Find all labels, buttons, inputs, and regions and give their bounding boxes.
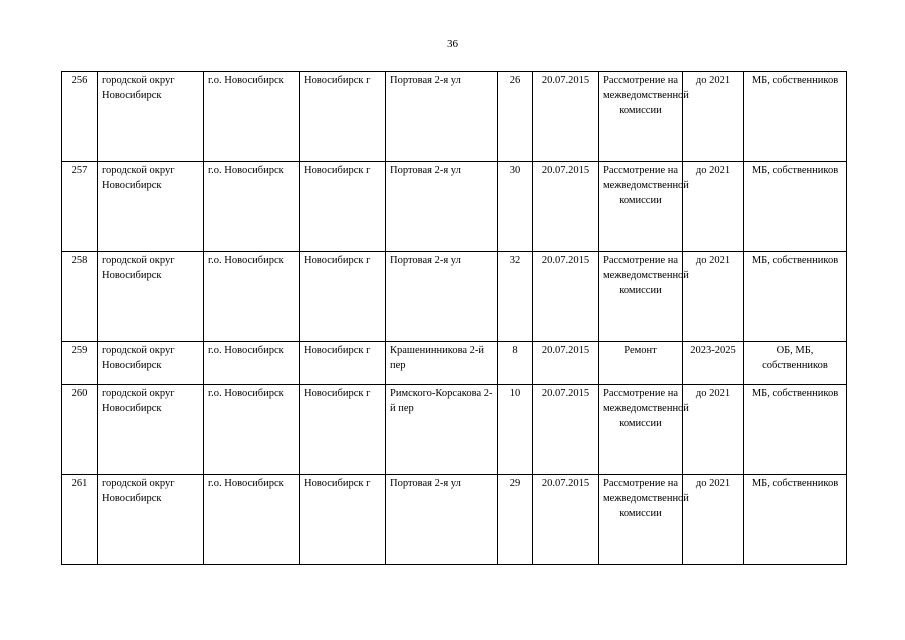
action-cell: Рассмотрение на межведомственной комиссии <box>599 72 683 162</box>
house-cell: 30 <box>498 162 533 252</box>
row-number: 261 <box>62 475 98 565</box>
street-cell: Портовая 2-я ул <box>386 162 498 252</box>
funding-cell: МБ, собственников <box>744 162 847 252</box>
street-cell: Римского-Корсакова 2-й пер <box>386 385 498 475</box>
date-cell: 20.07.2015 <box>533 252 599 342</box>
funding-cell: МБ, собственников <box>744 252 847 342</box>
funding-cell: МБ, собственников <box>744 385 847 475</box>
action-cell: Рассмотрение на межведомственной комиссии <box>599 162 683 252</box>
district-cell: городской округ Новосибирск <box>98 162 204 252</box>
funding-cell: ОБ, МБ, собственников <box>744 342 847 385</box>
table-row <box>62 385 847 475</box>
city-cell: Новосибирск г <box>300 385 386 475</box>
city-cell: Новосибирск г <box>300 475 386 565</box>
district-cell: городской округ Новосибирск <box>98 342 204 385</box>
housing-table <box>61 71 847 565</box>
funding-cell: МБ, собственников <box>744 72 847 162</box>
table-row <box>62 475 847 565</box>
page-number: 36 <box>447 38 458 50</box>
house-cell: 26 <box>498 72 533 162</box>
house-cell: 10 <box>498 385 533 475</box>
district-cell: городской округ Новосибирск <box>98 72 204 162</box>
municipality-cell: г.о. Новосибирск <box>204 252 300 342</box>
date-cell: 20.07.2015 <box>533 342 599 385</box>
street-cell: Крашенинникова 2-й пер <box>386 342 498 385</box>
district-cell: городской округ Новосибирск <box>98 252 204 342</box>
street-cell: Портовая 2-я ул <box>386 252 498 342</box>
district-cell: городской округ Новосибирск <box>98 385 204 475</box>
district-cell: городской округ Новосибирск <box>98 475 204 565</box>
row-number: 259 <box>62 342 98 385</box>
table-row <box>62 72 847 162</box>
term-cell: до 2021 <box>683 72 744 162</box>
city-cell: Новосибирск г <box>300 72 386 162</box>
street-cell: Портовая 2-я ул <box>386 72 498 162</box>
action-cell: Рассмотрение на межведомственной комиссии <box>599 475 683 565</box>
house-cell: 29 <box>498 475 533 565</box>
house-cell: 32 <box>498 252 533 342</box>
term-cell: до 2021 <box>683 252 744 342</box>
row-number: 258 <box>62 252 98 342</box>
house-cell: 8 <box>498 342 533 385</box>
term-cell: до 2021 <box>683 385 744 475</box>
city-cell: Новосибирск г <box>300 162 386 252</box>
table-row <box>62 342 847 385</box>
action-cell: Рассмотрение на межведомственной комиссии <box>599 385 683 475</box>
term-cell: до 2021 <box>683 475 744 565</box>
date-cell: 20.07.2015 <box>533 162 599 252</box>
municipality-cell: г.о. Новосибирск <box>204 162 300 252</box>
table-row <box>62 162 847 252</box>
street-cell: Портовая 2-я ул <box>386 475 498 565</box>
date-cell: 20.07.2015 <box>533 385 599 475</box>
term-cell: 2023-2025 <box>683 342 744 385</box>
table-row <box>62 252 847 342</box>
date-cell: 20.07.2015 <box>533 72 599 162</box>
date-cell: 20.07.2015 <box>533 475 599 565</box>
action-cell: Ремонт <box>599 342 683 385</box>
municipality-cell: г.о. Новосибирск <box>204 385 300 475</box>
row-number: 256 <box>62 72 98 162</box>
municipality-cell: г.о. Новосибирск <box>204 475 300 565</box>
row-number: 257 <box>62 162 98 252</box>
city-cell: Новосибирск г <box>300 252 386 342</box>
row-number: 260 <box>62 385 98 475</box>
term-cell: до 2021 <box>683 162 744 252</box>
municipality-cell: г.о. Новосибирск <box>204 72 300 162</box>
funding-cell: МБ, собственников <box>744 475 847 565</box>
city-cell: Новосибирск г <box>300 342 386 385</box>
action-cell: Рассмотрение на межведомственной комиссии <box>599 252 683 342</box>
municipality-cell: г.о. Новосибирск <box>204 342 300 385</box>
